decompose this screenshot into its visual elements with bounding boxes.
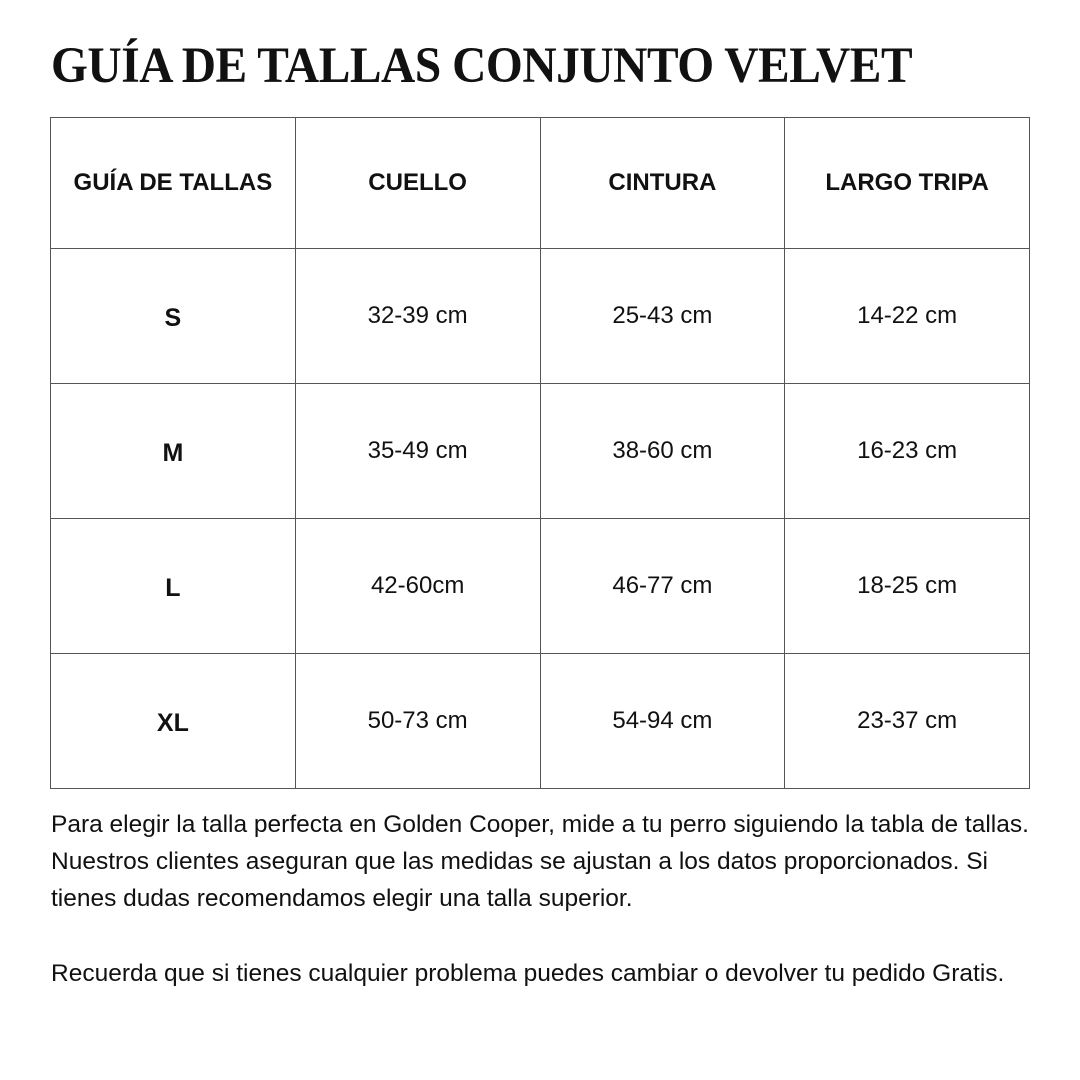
- cintura-value: 25-43 cm: [540, 249, 785, 384]
- cintura-value: 38-60 cm: [540, 384, 785, 519]
- largo-tripa-value: 14-22 cm: [785, 249, 1030, 384]
- page-title: GUÍA DE TALLAS CONJUNTO VELVET: [51, 38, 913, 94]
- cuello-value: 42-60cm: [295, 519, 540, 654]
- size-label: XL: [51, 654, 296, 789]
- cintura-value: 46-77 cm: [540, 519, 785, 654]
- largo-tripa-value: 18-25 cm: [785, 519, 1030, 654]
- table-row: [51, 384, 1030, 519]
- cuello-value: 35-49 cm: [295, 384, 540, 519]
- table-row: [51, 249, 1030, 384]
- cuello-value: 50-73 cm: [295, 654, 540, 789]
- largo-tripa-value: 16-23 cm: [785, 384, 1030, 519]
- size-advice-paragraph: Para elegir la talla perfecta en Golden Cooper, mide a tu perro siguiendo la tabla de tallas. Nuestros clientes aseguran que las medidas se ajustan a los datos proporcionados. Si tienes dudas recomendamos elegir una talla superior.: [51, 811, 1029, 912]
- largo-tripa-value: 23-37 cm: [785, 654, 1030, 789]
- size-guide-table: [50, 117, 1030, 789]
- cintura-value: 54-94 cm: [540, 654, 785, 789]
- header-cuello: CUELLO: [295, 118, 540, 249]
- cuello-value: 32-39 cm: [295, 249, 540, 384]
- size-label: L: [51, 519, 296, 654]
- header-cintura: CINTURA: [540, 118, 785, 249]
- table-row: [51, 519, 1030, 654]
- table-header-row: [51, 118, 1030, 249]
- header-largo-tripa: LARGO TRIPA: [785, 118, 1030, 249]
- size-label: M: [51, 384, 296, 519]
- returns-paragraph: Recuerda que si tienes cualquier problema puedes cambiar o devolver tu pedido Gratis.: [51, 960, 1005, 987]
- table-row: [51, 654, 1030, 789]
- header-size-guide: GUÍA DE TALLAS: [51, 118, 296, 249]
- size-label: S: [51, 249, 296, 384]
